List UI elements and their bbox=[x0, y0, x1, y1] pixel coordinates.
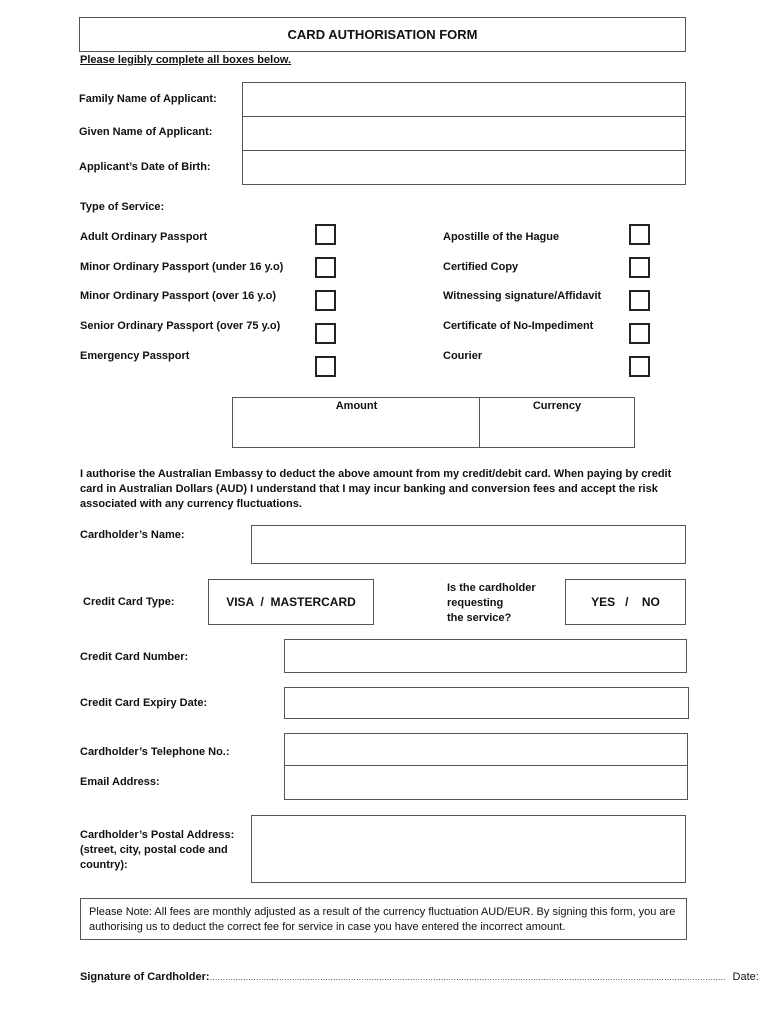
service-option-label: Apostille of the Hague bbox=[443, 231, 560, 243]
postal-address-field[interactable] bbox=[251, 815, 686, 883]
card-type-value: VISA / MASTERCARD bbox=[226, 595, 356, 609]
postal-label-line: (street, city, postal code and bbox=[80, 844, 228, 856]
date-label: Date: bbox=[732, 971, 759, 983]
amount-header: Amount bbox=[335, 400, 378, 412]
telephone-label: Cardholder’s Telephone No.: bbox=[80, 746, 230, 758]
service-option-label: Senior Ordinary Passport (over 75 y.o) bbox=[80, 320, 281, 332]
service-checkbox[interactable] bbox=[629, 224, 650, 245]
instruction-text: Please legibly complete all boxes below. bbox=[80, 54, 292, 66]
service-option-label: Courier bbox=[443, 350, 483, 362]
currency-header: Currency bbox=[532, 400, 582, 412]
requesting-line: requesting bbox=[447, 597, 504, 609]
service-checkbox[interactable] bbox=[629, 257, 650, 278]
note-text: Please Note: All fees are monthly adjusted as a result of the currency fluctuation AUD/EUR. By signing this form, you are authorising us to deduct the correct fee for service in case you have entered the incorrect amount. bbox=[89, 906, 676, 933]
form-title: CARD AUTHORISATION FORM bbox=[287, 27, 478, 42]
family-name-field[interactable] bbox=[242, 82, 686, 117]
expiry-field[interactable] bbox=[284, 687, 689, 719]
given-name-label: Given Name of Applicant: bbox=[79, 126, 213, 138]
service-checkbox[interactable] bbox=[315, 290, 336, 311]
service-checkbox[interactable] bbox=[315, 323, 336, 344]
dob-label: Applicant’s Date of Birth: bbox=[79, 161, 211, 173]
service-checkbox[interactable] bbox=[315, 224, 336, 245]
service-option-label: Emergency Passport bbox=[80, 350, 190, 362]
family-name-label: Family Name of Applicant: bbox=[79, 93, 217, 105]
postal-label-line: country): bbox=[80, 859, 128, 871]
email-label: Email Address: bbox=[80, 776, 160, 788]
yes-no-value: YES / NO bbox=[591, 595, 660, 609]
given-name-field[interactable] bbox=[242, 116, 686, 151]
postal-label-line: Cardholder’s Postal Address: bbox=[80, 829, 235, 841]
service-checkbox[interactable] bbox=[629, 323, 650, 344]
currency-cell[interactable] bbox=[479, 397, 635, 448]
dob-field[interactable] bbox=[242, 150, 686, 185]
service-checkbox[interactable] bbox=[315, 356, 336, 377]
postal-address-label bbox=[80, 828, 234, 873]
service-option-label: Witnessing signature/Affidavit bbox=[443, 290, 602, 302]
card-number-field[interactable] bbox=[284, 639, 687, 673]
cardholder-name-field[interactable] bbox=[251, 525, 686, 564]
yes-no-box[interactable] bbox=[565, 579, 686, 625]
card-number-label: Credit Card Number: bbox=[80, 651, 189, 663]
service-option-label: Adult Ordinary Passport bbox=[80, 231, 208, 243]
signature-line bbox=[80, 971, 759, 983]
service-checkbox[interactable] bbox=[315, 257, 336, 278]
service-option-label: Certificate of No-Impediment bbox=[443, 320, 594, 332]
amount-cell[interactable] bbox=[232, 397, 481, 448]
service-option-label: Minor Ordinary Passport (under 16 y.o) bbox=[80, 261, 284, 273]
service-option-label: Certified Copy bbox=[443, 261, 519, 273]
note-box bbox=[80, 898, 687, 940]
cardholder-name-label: Cardholder’s Name: bbox=[80, 529, 185, 541]
telephone-field[interactable] bbox=[284, 733, 688, 766]
form-title-box bbox=[79, 17, 686, 52]
card-type-box[interactable] bbox=[208, 579, 374, 625]
requesting-line: Is the cardholder bbox=[447, 582, 536, 594]
service-option-label: Minor Ordinary Passport (over 16 y.o) bbox=[80, 290, 277, 302]
signature-label: Signature of Cardholder: bbox=[80, 971, 210, 983]
service-heading: Type of Service: bbox=[80, 201, 165, 213]
card-type-label: Credit Card Type: bbox=[83, 596, 175, 608]
requesting-question bbox=[447, 581, 536, 626]
authorisation-text: I authorise the Australian Embassy to deduct the above amount from my credit/debit card. When paying by credit card in Australian Dollars (AUD) I understand that I may incur banking and conversion fees and accept the risk associated with any currency fluctuations. bbox=[80, 468, 672, 510]
requesting-line: the service? bbox=[447, 612, 512, 624]
email-field[interactable] bbox=[284, 765, 688, 800]
service-checkbox[interactable] bbox=[629, 290, 650, 311]
signature-field[interactable]: ………………………………………………………………………………………………………………………………………………………………………………… bbox=[209, 973, 726, 982]
expiry-label: Credit Card Expiry Date: bbox=[80, 697, 208, 709]
service-checkbox[interactable] bbox=[629, 356, 650, 377]
